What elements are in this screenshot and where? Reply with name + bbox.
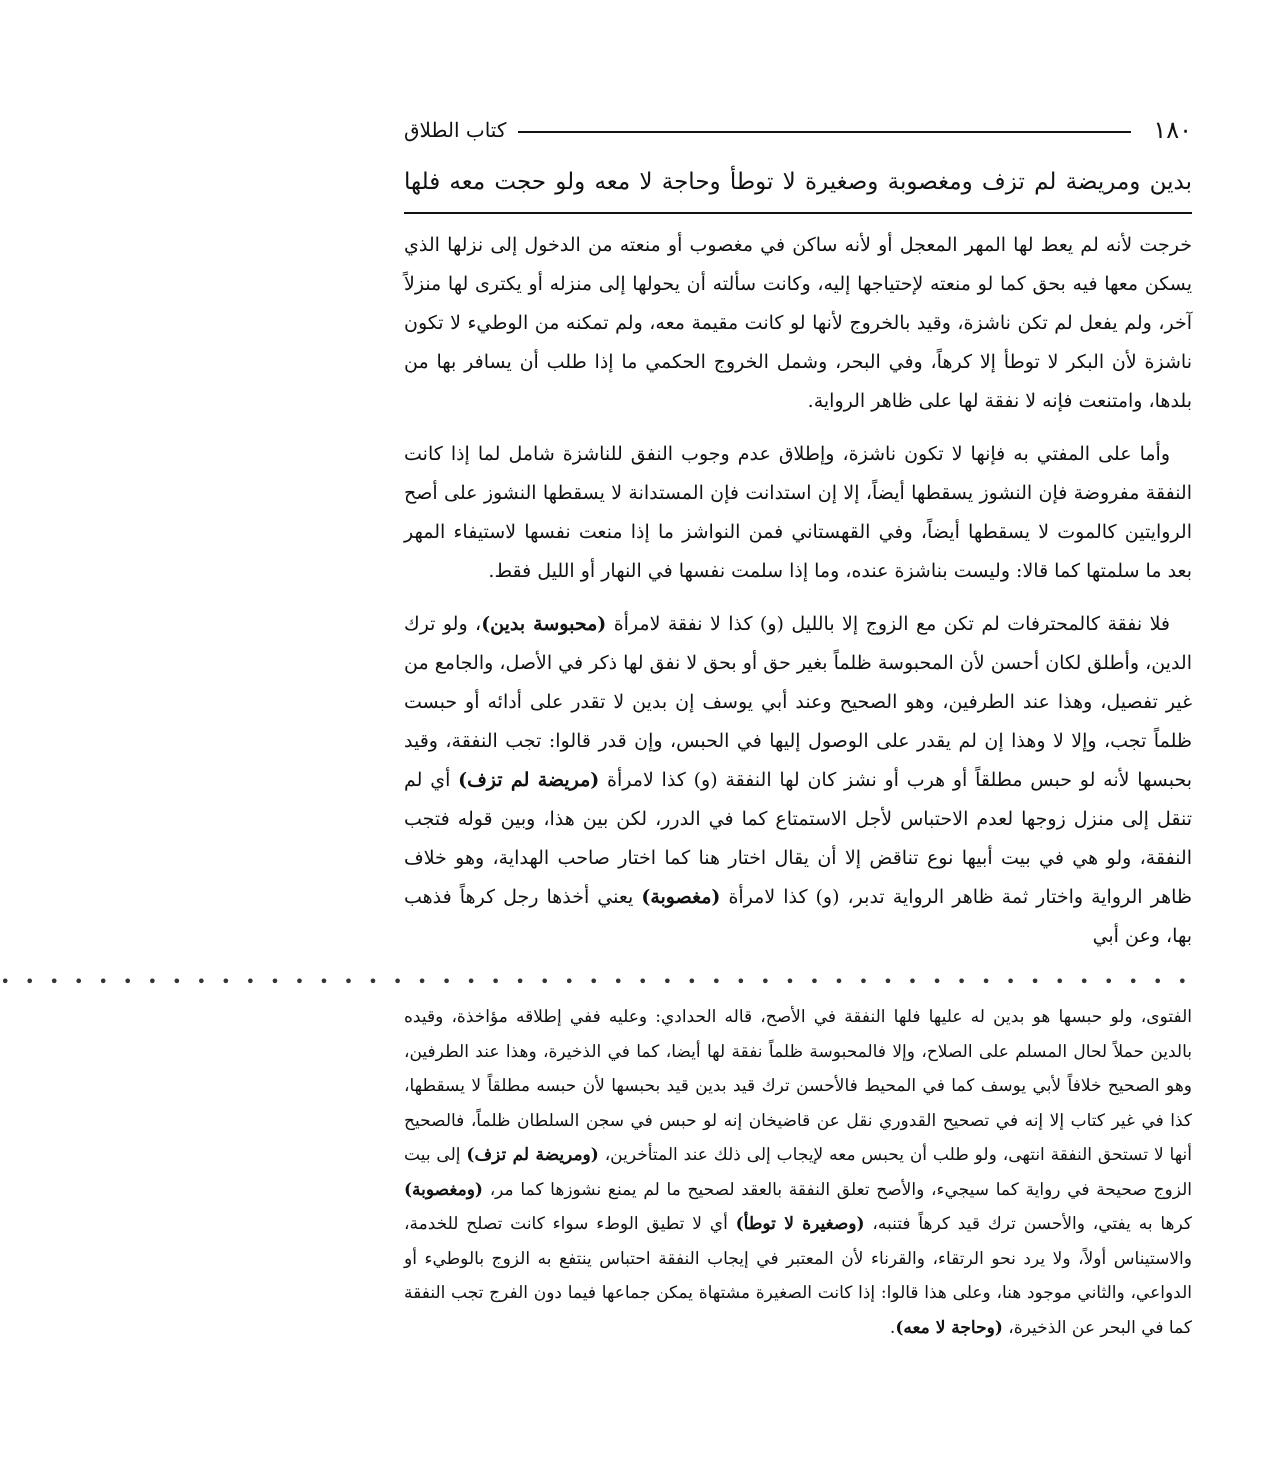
paragraph-3 bbox=[404, 605, 1192, 956]
book-title: كتاب الطلاق bbox=[404, 118, 507, 142]
bold-phrase-marida: (مريضة لم تزف) bbox=[458, 769, 600, 791]
footnote-text-a: الفتوى، ولو حبسها هو بدين له عليها فلها النفقة في الأصح، قاله الحدادي: وعليه ففي إطلاقه مؤاخذة، وقيده بالدين حملاً لحال المسلم على الصلاح، وإلا فالمحبوسة ظلماً نفقة لها أيضا، كما في الذخيرة، وهذا عند الطرفين، وهو الصحيح خلافاً لأبي يوسف كما في المحيط فالأحسن ترك قيد بدين قيد بحبسها لأن حبسه مطلقاً لا يسقطها، كذا في غير كتاب إلا إنه في تصحيح القدوري نقل عن قاضيخان إنه لو حبس في سجن السلطان ظلماً، فالصحيح أنها لا تستحق النفقة انتهى، ولو طلب أن يحبس معه لإيجاب إلى ذلك عند المتأخرين، bbox=[404, 1007, 1193, 1165]
footnote-bold-hajja: (وحاجة لا معه) bbox=[895, 1317, 1003, 1338]
footnote-bold-maghsuba: (ومغصوبة) bbox=[404, 1179, 483, 1200]
footnote-text-e: . bbox=[889, 1317, 896, 1338]
footnote-text-c: كرها به يفتي، والأحسن ترك قيد كرهاً فتنبه، bbox=[864, 1214, 1192, 1234]
paragraph-3-text-a: فلا نفقة كالمحترفات لم تكن مع الزوج إلا بالليل (و) كذا لا نفقة لامرأة bbox=[606, 613, 1170, 635]
footnote-paragraph bbox=[404, 1000, 1192, 1345]
footnote-text-b: إلى بيت الزوج صحيحة في رواية كما سيجيء، والأصح تعلق النفقة بالعقد لصحيح ما لم يمنع نشوزها كما مر، bbox=[404, 1145, 1192, 1200]
commentary-text bbox=[404, 226, 1192, 970]
header-rule bbox=[518, 131, 1131, 133]
paragraph-3-text-b: ، ولو ترك الدين، وأطلق لكان أحسن لأن المحبوسة ظلماً بغير حق أو بحق لا نفق لها ذكر في الأصل، والجامع من غير تفصيل، وهذا عند الطرفين، وهو الصحيح وعند أبي يوسف إن بدين لا تقدر على أدائه أو حبست ظلماً تجب، وإلا لا وهذا إن لم يقدر على الوصول إليها في الحبس، وإن قدر قالوا: تجب النفقة، وقيد بحبسها لأنه لو حبس مطلقاً أو هرب أو نشز كان لها النفقة (و) كذا لامرأة bbox=[404, 613, 1192, 791]
paragraph-3-text-c: أي لم تنقل إلى منزل زوجها لعدم الاحتباس لأجل الاستمتاع كما في الدرر، لكن بين هذا، وبين قوله فتجب النفقة، ولو هي في بيت أبيها نوع تناقض إلا أن يقال اختار هنا كما اختار صاحب الهداية، وهو خلاف ظاهر الرواية واختار ثمة ظاهر الرواية تدبر، (و) كذا لامرأة bbox=[404, 769, 1192, 908]
paragraph-1: خرجت لأنه لم يعط لها المهر المعجل أو لأنه ساكن في مغصوب أو منعته من الدخول إلى نزلها الذي يسكن معها فيه بحق كما لو منعته لإحتياجها إليه، وكانت سألته أن يحولها إلى منزله أو يكترى لها منزلاً آخر، ولم يفعل لم تكن ناشزة، وقيد بالخروج لأنها لو كانت مقيمة معه، ولم تمكنه من الوطيء لا تكون ناشزة لأن البكر لا توطأ إلا كرهاً، وفي البحر، وشمل الخروج الحكمي ما إذا طلب أن يسافر بها من بلدها، وامتنعت فإنه لا نفقة لها على ظاهر الرواية. bbox=[404, 234, 1192, 412]
paragraph-2: وأما على المفتي به فإنها لا تكون ناشزة، وإطلاق عدم وجوب النفق للناشزة شامل لما إذا كانت النفقة مفروضة فإن النشوز يسقطها أيضاً، إلا إن استدانت فإن المستدانة لا يسقطها النشوز على أصح الروايتين كالموت لا يسقطها أيضاً، وفي القهستاني فمن النواشز ما إذا منعت نفسها لاستيفاء المهر بعد ما سلمتها كما قالا: وليست بناشزة عنده، وما إذا سلمت نفسها في النهار أو الليل فقط. bbox=[404, 443, 1192, 582]
page-header bbox=[404, 112, 1192, 148]
matn-divider bbox=[404, 212, 1192, 214]
footnote-text-d: أي لا تطيق الوطء سواء كانت تصلح للخدمة، والاستيناس أولاً، ولا يرد نحو الرتقاء، والقرناء لأن المعتبر في إيجاب النفقة احتباس ينتفع به الزوج بالوطيء أو الدواعي، والثاني موجود هنا، وعلى هذا قالوا: إذا كانت الصغيرة مشتهاة يمكن جماعها فيما دون الفرج تجب النفقة كما في البحر عن الذخيرة، bbox=[404, 1214, 1192, 1338]
bold-phrase-mahbusa: (محبوسة بدين) bbox=[481, 613, 607, 635]
bold-phrase-maghsuba: (مغصوبة) bbox=[641, 886, 721, 908]
footnote-bold-marida: (ومريضة لم تزف) bbox=[466, 1145, 599, 1165]
footnote-separator: • • • • • • • • • • • • • • • • • • • • • • • • • • • • • • • • • • • • • • • • • • • • • • • • • bbox=[0, 972, 1192, 991]
page-number: ١٨٠ bbox=[1153, 116, 1192, 144]
paragraph-3-text-d: يعني أخذها رجل كرهاً فذهب بها، وعن أبي bbox=[404, 886, 1192, 947]
footnote-bold-saghira: (وصغيرة لا توطأ) bbox=[735, 1214, 865, 1234]
footnotes bbox=[404, 1000, 1192, 1345]
matn-text-line: بدين ومريضة لم تزف ومغصوبة وصغيرة لا توطأ وحاجة لا معه ولو حجت معه فلها bbox=[404, 169, 1192, 195]
